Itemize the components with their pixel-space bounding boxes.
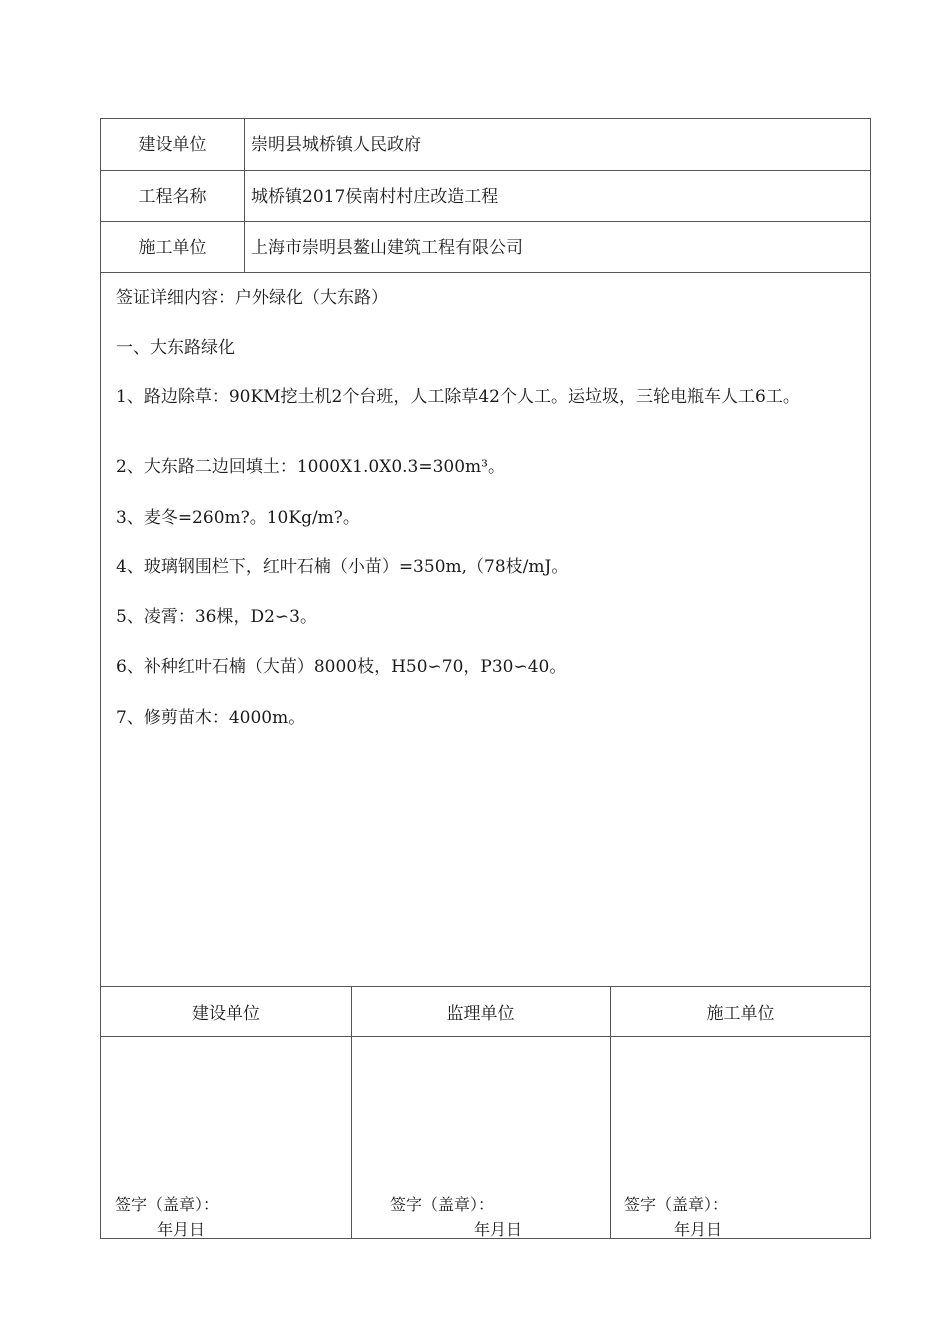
supervisor-date-line: 年月日 <box>474 1220 523 1239</box>
row-divider <box>101 272 870 273</box>
builder-date-line: 年月日 <box>157 1220 206 1239</box>
builder-label: 建设单位 <box>138 135 207 155</box>
row-divider <box>101 1036 870 1037</box>
project-name-label: 工程名称 <box>138 187 207 207</box>
column-divider <box>244 119 245 272</box>
row-divider <box>101 170 870 171</box>
builder-signature-line: 签字（盖章）： <box>115 1195 220 1214</box>
builder-value: 崇明县城桥镇人民政府 <box>251 135 421 155</box>
contractor-date-line: 年月日 <box>674 1220 723 1239</box>
signoff-builder-label: 建设单位 <box>192 1004 260 1024</box>
signoff-contractor-label: 施工单位 <box>706 1004 775 1024</box>
supervisor-signature-line: 签字（盖章）： <box>390 1195 495 1214</box>
detail-item: 2、大东路二边回填土：1000X1.0X0.3=300m³。 <box>116 457 505 477</box>
detail-item: 7、修剪苗木：4000m。 <box>116 708 306 728</box>
contractor-label: 施工单位 <box>138 238 207 258</box>
detail-item: 3、麦冬=260m?。10Kg/m?。 <box>116 508 360 528</box>
detail-item: 5、凌霄：36棵，D2∽3。 <box>116 607 317 627</box>
contractor-signature-line: 签字（盖章）： <box>624 1195 729 1214</box>
detail-item: 6、补种红叶石楠（大苗）8000枝，H50∽70，P30∽40。 <box>116 657 567 677</box>
signoff-supervisor-label: 监理单位 <box>446 1004 515 1024</box>
detail-item: 4、玻璃钢围栏下，红叶石楠（小苗）=350m,（78枝/mJ。 <box>116 557 569 577</box>
project-name-value: 城桥镇2017侯南村村庄改造工程 <box>251 187 499 207</box>
row-divider <box>101 221 870 222</box>
section-heading: 一、大东路绿化 <box>116 338 235 358</box>
row-divider <box>101 986 870 987</box>
detail-title: 签证详细内容：户外绿化（大东路） <box>116 288 388 308</box>
contractor-value: 上海市崇明县鳌山建筑工程有限公司 <box>251 238 523 258</box>
visa-form-table <box>100 118 871 1239</box>
detail-item: 1、路边除草：90KM挖土机2个台班，人工除草42个人工。运垃圾，三轮电瓶车人工6工。 <box>116 387 800 407</box>
